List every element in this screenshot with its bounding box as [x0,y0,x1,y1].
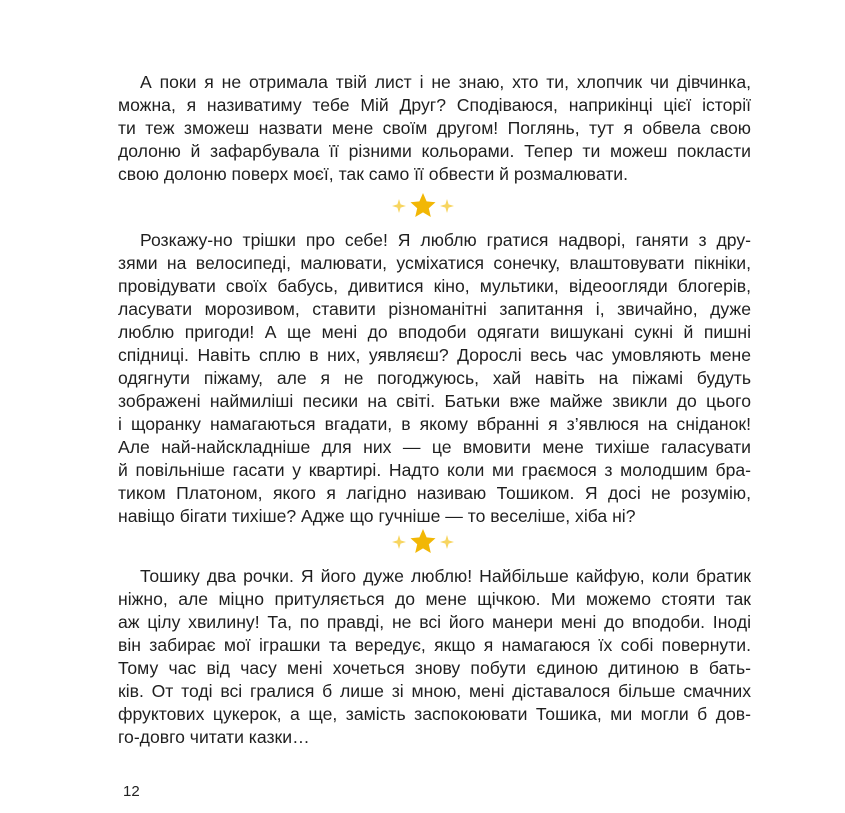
text-line: ків. От тоді всі гралися б лише зі мною, мені діставалося більше смачних [118,681,751,701]
text-line: Тому час від часу мені хочеться знову побути єдиною дитиною в бать- [118,658,751,678]
text-line: навіщо бігати тихіше? Адже що гучніше — то веселіше, хіба ні? [118,506,636,526]
text-line: долоню й зафарбувала її різними кольорами. Тепер ти можеш покласти [118,141,751,161]
section-divider [0,527,845,557]
text-line: ласувати морозивом, ставити різноманітні запитання і, звичайно, дуже [118,299,751,319]
text-line: фруктових цукерок, а ще, замість заспокоювати Тошика, ми могли б дов- [118,704,751,724]
text-line: він забирає мої іграшки та вередує, якщо я намагаюся їх собі повернути. [118,635,751,655]
text-line: Тошику два рочки. Я його дуже люблю! Найбільше кайфую, коли братик [140,566,751,586]
text-line: Але най-найскладніше для них — це вмовити мене тихіше галасувати [118,437,751,457]
text-line: А поки я не отримала твій лист і не знаю, хто ти, хлопчик чи дівчинка, [140,72,751,92]
text-line: зями на велосипеді, малювати, усміхатися сонечку, влаштовувати пікніки, [118,253,751,273]
text-line: зображені наймиліші песики на світі. Батьки вже майже звикли до цього [118,391,751,411]
text-line: й повільніше гасати у квартирі. Надто коли ми граємося з молодшим бра- [118,460,751,480]
text-line: ніжно, але міцно притуляється до мене щічкою. Ми можемо стояти так [118,589,751,609]
text-line: го-довго читати казки… [118,727,310,747]
text-line: провідувати своїх бабусь, дивитися кіно, мультики, відеоогляди блогерів, [118,276,751,296]
paragraph-2 [118,229,751,528]
text-line: тиком Платоном, якого я лагідно називаю Тошиком. Я досі не розумію, [118,483,751,503]
sparkle-stars-icon [391,527,455,557]
page-number: 12 [123,783,140,800]
text-line: Розкажу-но трішки про себе! Я люблю гратися надворі, ганяти з дру- [140,230,751,250]
text-line: одягнути піжаму, але я не погоджуюсь, хай навіть на піжамі будуть [118,368,751,388]
text-line: люблю пригоди! А ще мені до вподоби одягати вишукані сукні й пишні [118,322,751,342]
text-line: спідниці. Навіть сплю в них, уявляєш? Дорослі весь час умовляють мене [118,345,751,365]
text-line: і щоранку намагаються вгадати, в якому вбранні я з’явлюся на сніданок! [118,414,751,434]
text-line: можна, я називатиму тебе Мій Друг? Сподіваюся, наприкінці цієї історії [118,95,751,115]
text-line: ти теж зможеш назвати мене своїм другом! Поглянь, тут я обвела свою [118,118,751,138]
paragraph-1 [118,71,751,186]
section-divider [0,191,845,221]
text-line: свою долоню поверх моєї, так само її обвести й розмалювати. [118,164,628,184]
text-line: аж цілу хвилину! Та, по правді, не всі його манери мені до вподоби. Іноді [118,612,751,632]
sparkle-stars-icon [391,191,455,221]
paragraph-3 [118,565,751,749]
